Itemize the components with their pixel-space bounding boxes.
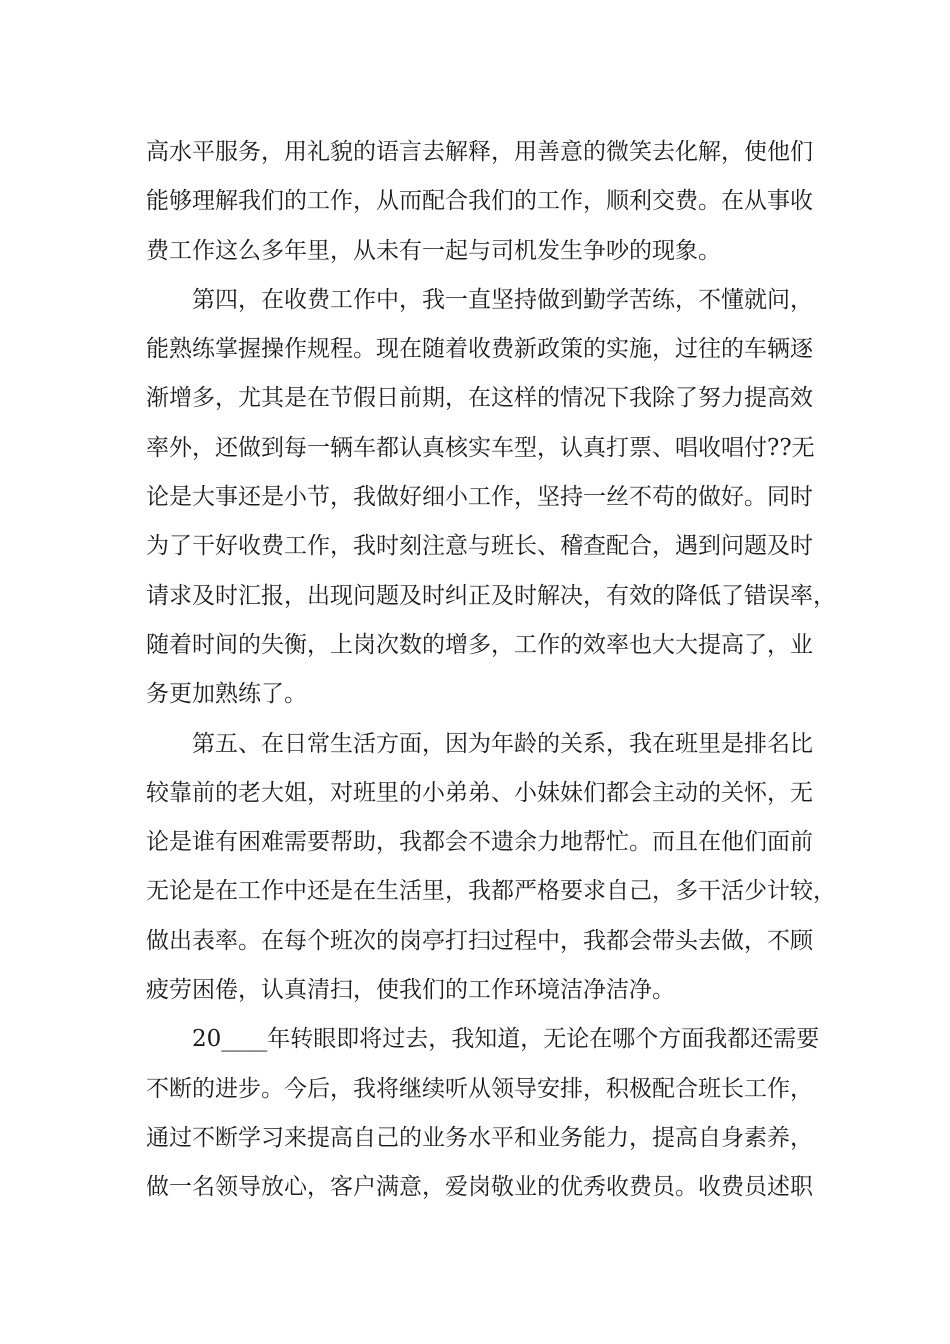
paragraph-first-line: 20____年转眼即将过去，我知道，无论在哪个方面我都还需要 — [192, 1026, 820, 1053]
text-line: 无论是在工作中还是在生活里，我都严格要求自己，多干活少计较， — [146, 878, 836, 905]
text-line: 做一名领导放心，客户满意，爱岗敬业的优秀收费员。收费员述职 — [146, 1174, 813, 1201]
paragraph-first-line: 第四，在收费工作中，我一直坚持做到勤学苦练，不懂就问， — [192, 286, 813, 313]
text-line: 不断的进步。今后，我将继续听从领导安排，积极配合班长工作， — [146, 1075, 813, 1102]
text-line: 较靠前的老大姐，对班里的小弟弟、小妹妹们都会主动的关怀，无 — [146, 779, 813, 806]
paragraph-first-line: 第五、在日常生活方面，因为年龄的关系，我在班里是排名比 — [192, 730, 813, 757]
text-line: 做出表率。在每个班次的岗亭打扫过程中，我都会带头去做，不顾 — [146, 927, 813, 954]
text-line: 费工作这么多年里，从未有一起与司机发生争吵的现象。 — [146, 237, 721, 264]
text-line: 论是大事还是小节，我做好细小工作，坚持一丝不苟的做好。同时 — [146, 484, 813, 511]
text-line: 通过不断学习来提高自己的业务水平和业务能力，提高自身素养， — [146, 1124, 813, 1151]
text-line: 论是谁有困难需要帮助，我都会不遗余力地帮忙。而且在他们面前 — [146, 829, 813, 856]
text-line: 能熟练掌握操作规程。现在随着收费新政策的实施，过往的车辆逐 — [146, 336, 813, 363]
text-line: 请求及时汇报，出现问题及时纠正及时解决，有效的降低了错误率， — [146, 582, 836, 609]
text-line: 能够理解我们的工作，从而配合我们的工作，顺利交费。在从事收 — [146, 188, 813, 215]
text-line: 渐增多，尤其是在节假日前期，在这样的情况下我除了努力提高效 — [146, 385, 813, 412]
text-line: 为了干好收费工作，我时刻注意与班长、稽查配合，遇到问题及时 — [146, 533, 813, 560]
document-body — [146, 128, 836, 1213]
text-line: 疲劳困倦，认真清扫，使我们的工作环境洁净洁净。 — [146, 977, 675, 1004]
text-line: 务更加熟练了。 — [146, 681, 307, 708]
text-line: 随着时间的失衡，上岗次数的增多，工作的效率也大大提高了，业 — [146, 631, 813, 658]
text-line: 率外，还做到每一辆车都认真核实车型，认真打票、唱收唱付??无 — [146, 434, 815, 461]
text-line: 高水平服务，用礼貌的语言去解释，用善意的微笑去化解，使他们 — [146, 139, 813, 165]
